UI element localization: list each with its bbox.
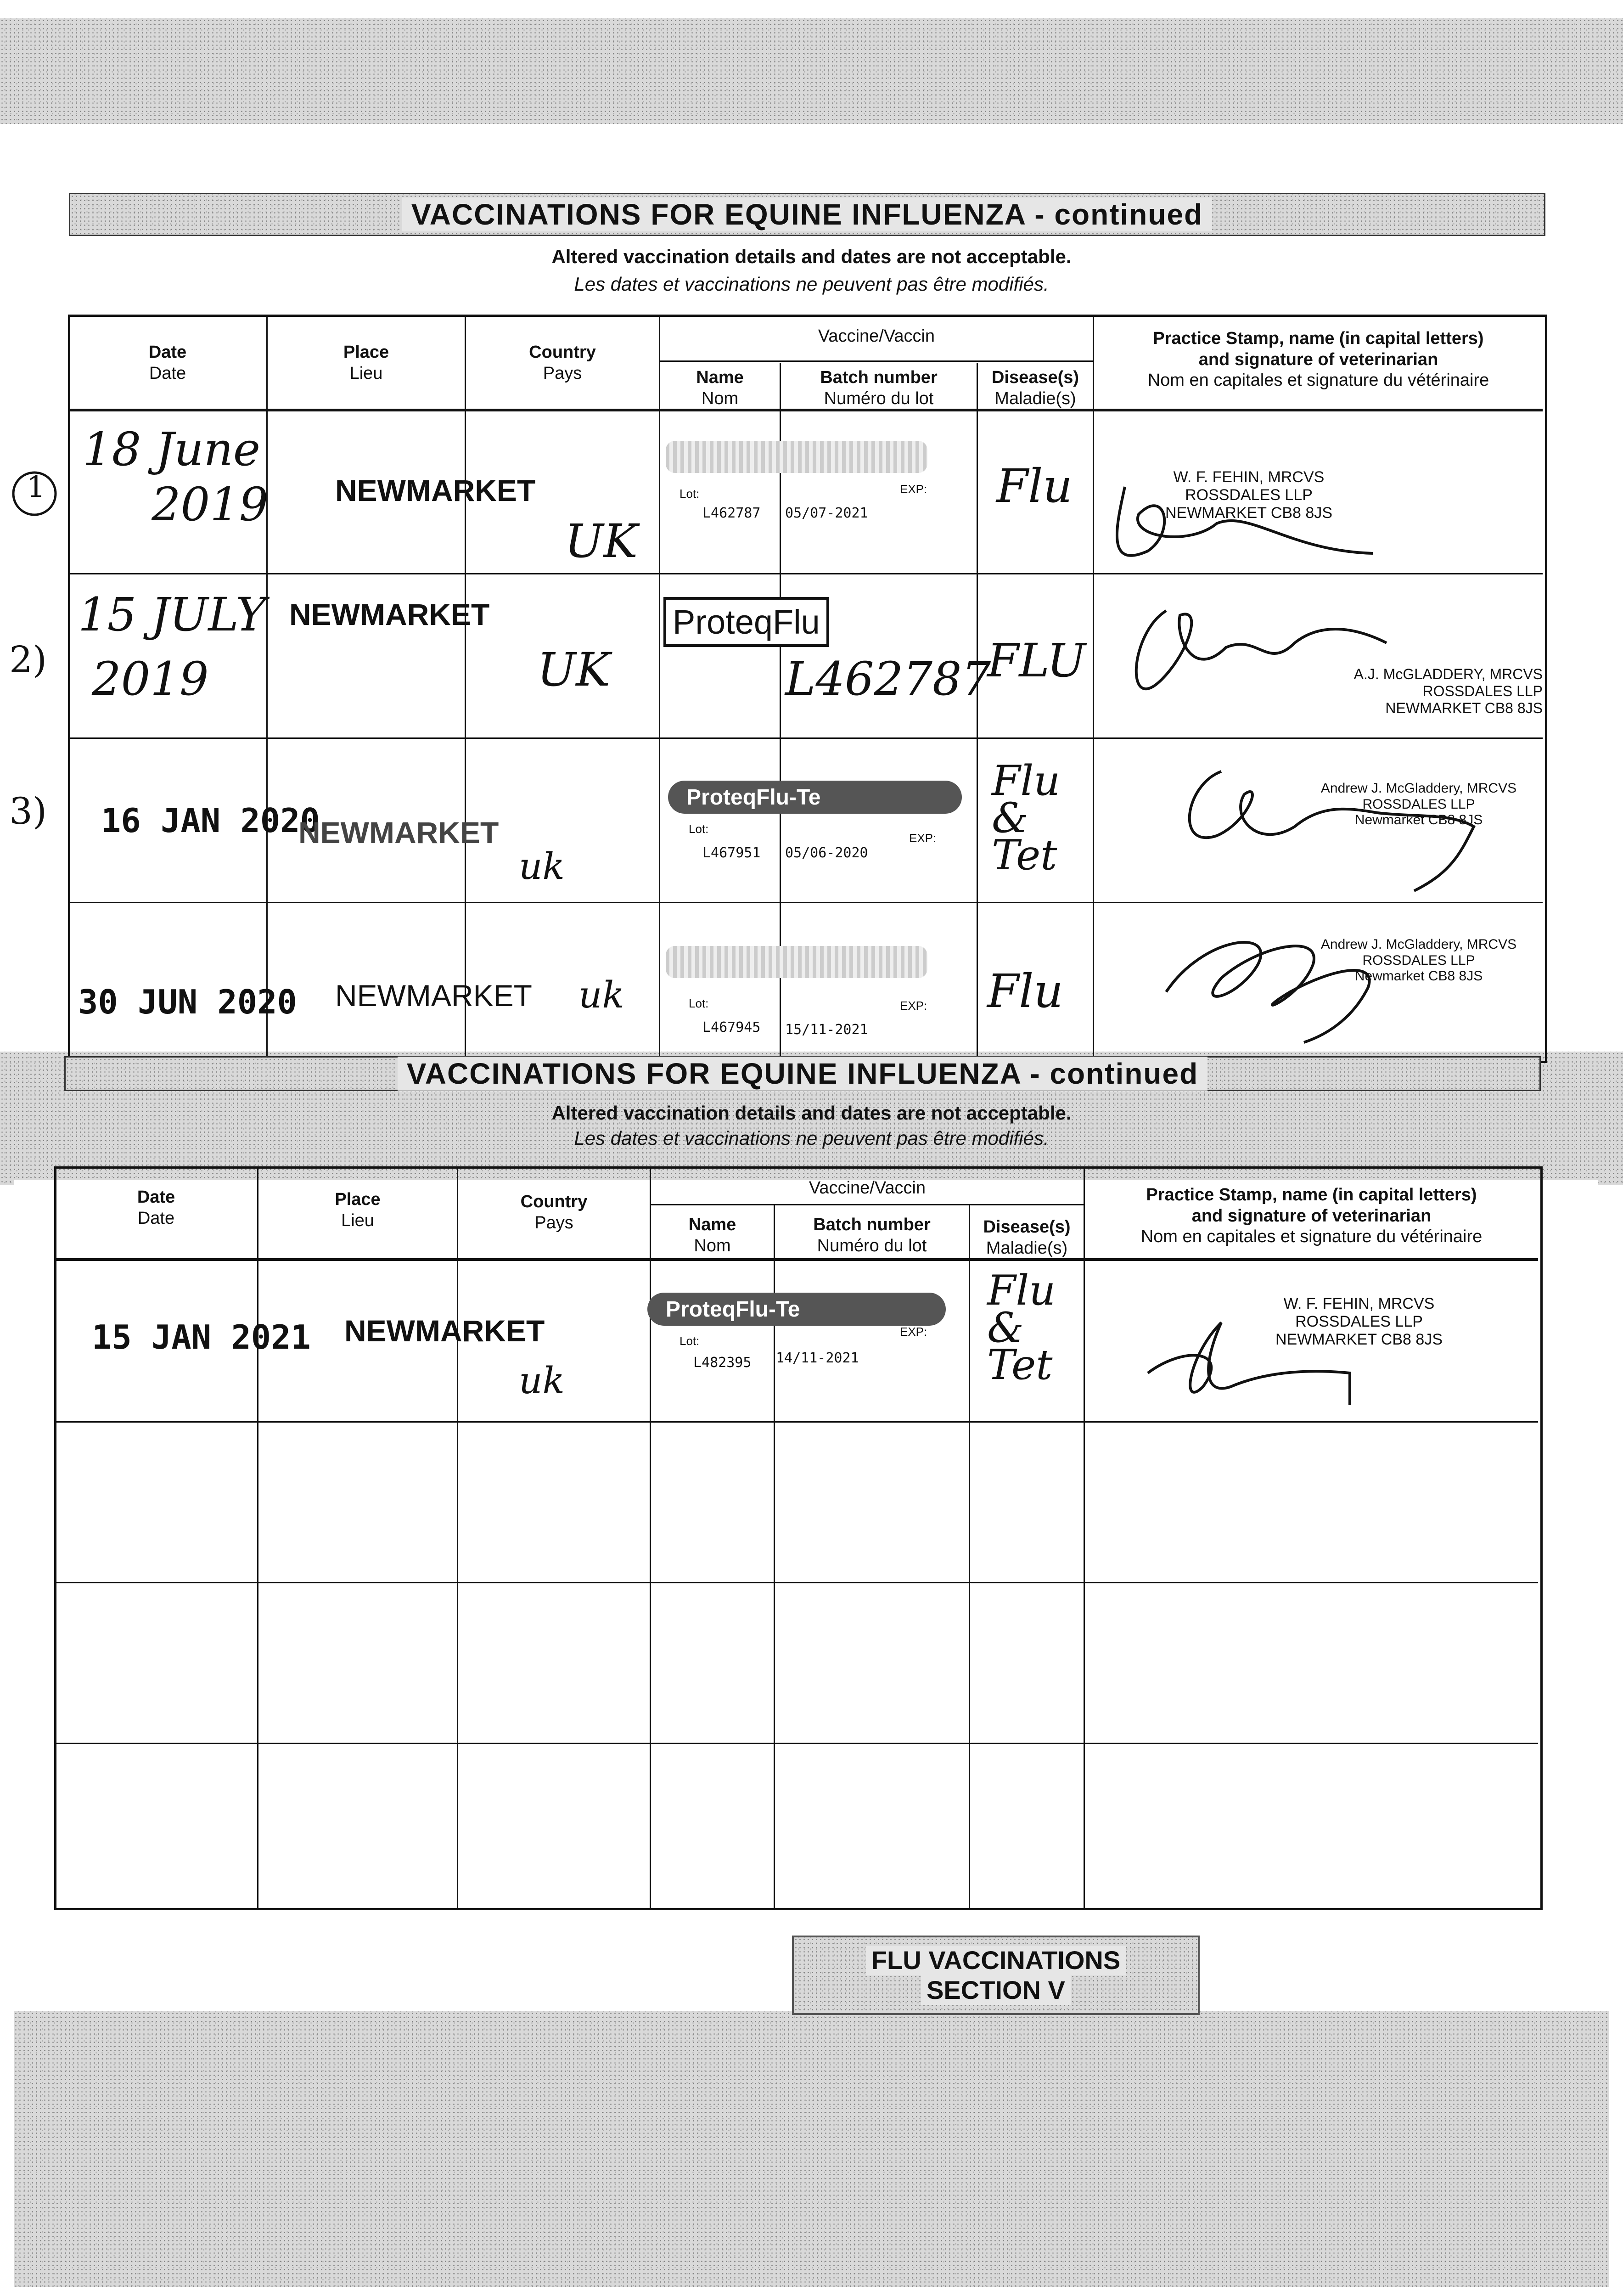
row-number-2: 2) xyxy=(9,638,47,681)
row5-place: NEWMARKET xyxy=(344,1314,545,1348)
row1-exp: 05/07-2021 xyxy=(785,505,868,521)
row3-vaccine-label: ProteqFlu-Te xyxy=(668,781,962,814)
vaccination-table-2 xyxy=(54,1166,1543,1910)
table1-row-line xyxy=(69,573,1543,574)
row4-lot-label: Lot: xyxy=(689,996,709,1010)
header-stamp: Practice Stamp, name (in capital letters) and signature of veterinarian Nom en capitales et signature du vétérinaire xyxy=(1147,329,1489,390)
row1-lot-label: Lot: xyxy=(680,487,700,501)
header-date: Date Date xyxy=(137,1187,175,1228)
table2-col-line xyxy=(1084,1169,1085,1908)
row1-disease: Flu xyxy=(996,459,1073,513)
header-stamp: Practice Stamp, name (in capital letters) and signature of veterinarian Nom en capitales et signature du vétérinaire xyxy=(1140,1185,1483,1247)
row5-exp: 14/11-2021 xyxy=(776,1350,859,1366)
row2-vaccine-name-stamp: ProteqFlu xyxy=(663,597,829,647)
row5-exp-label: EXP: xyxy=(900,1325,927,1339)
row-number-1: 1 xyxy=(9,468,60,528)
section2-notice-fr: Les dates et vaccinations ne peuvent pas être modifiés. xyxy=(574,1127,1049,1149)
header-vaccine: Vaccine/Vaccin xyxy=(809,1178,926,1198)
footer-line1: FLU VACCINATIONS xyxy=(866,1946,1126,1975)
table1-col-line xyxy=(977,363,978,1061)
table2-row-line xyxy=(650,1204,1084,1205)
section1-notice-fr: Les dates et vaccinations ne peuvent pas être modifiés. xyxy=(574,273,1049,295)
table2-row-line xyxy=(55,1421,1538,1423)
row5-vaccine-label: ProteqFlu-Te xyxy=(647,1293,946,1326)
row1-lot: L462787 xyxy=(702,505,761,521)
section1-notice-en: Altered vaccination details and dates are not acceptable. xyxy=(551,246,1072,267)
header-disease: Disease(s) Maladie(s) xyxy=(991,368,1079,408)
section2-notice-en: Altered vaccination details and dates are not acceptable. xyxy=(551,1102,1072,1124)
footer-line2: SECTION V xyxy=(921,1975,1071,2005)
header-date: Date Date xyxy=(148,343,187,383)
table2-row-line xyxy=(55,1743,1538,1744)
table1-row-line xyxy=(69,737,1543,739)
header-place: Place Lieu xyxy=(343,343,389,383)
row3-exp: 05/06-2020 xyxy=(785,845,868,861)
header-name: Name Nom xyxy=(696,368,744,408)
row3-place: NEWMARKET xyxy=(298,816,499,850)
header-batch: Batch number Numéro du lot xyxy=(820,368,938,408)
row3-lot: L467951 xyxy=(702,845,761,861)
row2-disease: FLU xyxy=(987,634,1086,687)
header-place: Place Lieu xyxy=(335,1190,381,1230)
row5-lot: L482395 xyxy=(693,1355,752,1371)
row-number-3: 3) xyxy=(9,790,47,833)
table2-header-line xyxy=(55,1258,1538,1261)
row1-date-line2: 2019 xyxy=(152,478,269,531)
table2-row-line xyxy=(55,1582,1538,1583)
table2-col-line xyxy=(257,1169,258,1908)
header-name: Name Nom xyxy=(688,1215,736,1255)
row4-vaccine-label-redacted xyxy=(666,946,927,978)
row4-disease: Flu xyxy=(987,964,1063,1018)
section-footer-box xyxy=(792,1936,1200,2015)
row3-disease: Flu & Tet xyxy=(992,757,1061,879)
row4-exp: 15/11-2021 xyxy=(785,1022,868,1038)
row3-vet-stamp: Andrew J. McGladdery, MRCVS ROSSDALES LLP Newmarket CB8 8JS xyxy=(1320,781,1517,827)
row3-lot-label: Lot: xyxy=(689,822,709,836)
row4-date: 30 JUN 2020 xyxy=(78,983,297,1021)
table2-col-line xyxy=(969,1205,970,1908)
row4-country: uk xyxy=(578,974,624,1016)
table1-row-line xyxy=(69,902,1543,903)
header-country: Country Pays xyxy=(529,343,596,383)
table1-row-line xyxy=(659,360,1093,362)
row3-date: 16 JAN 2020 xyxy=(101,801,320,840)
row1-vet-stamp: W. F. FEHIN, MRCVS ROSSDALES LLP NEWMARKET CB8 8JS xyxy=(1165,468,1332,522)
table1-col-line xyxy=(659,317,660,1061)
header-country: Country Pays xyxy=(520,1192,588,1232)
scan-shadow-bottom xyxy=(14,2011,1609,2287)
row1-country: UK xyxy=(565,514,638,568)
row2-date-line2: 2019 xyxy=(92,652,209,706)
row2-vet-stamp: A.J. McGLADDERY, MRCVS ROSSDALES LLP NEWMARKET CB8 8JS xyxy=(1353,666,1543,716)
row5-country: uk xyxy=(519,1359,565,1402)
row5-lot-label: Lot: xyxy=(680,1334,700,1348)
row2-date-line1: 15 JULY xyxy=(78,588,266,642)
table2-col-line xyxy=(457,1169,458,1908)
row1-date-line1: 18 June xyxy=(83,422,261,476)
row5-disease: Flu & Tet xyxy=(987,1266,1056,1389)
table2-col-line xyxy=(650,1169,651,1908)
row3-country: uk xyxy=(519,845,565,888)
header-batch: Batch number Numéro du lot xyxy=(813,1215,931,1255)
row1-place: NEWMARKET xyxy=(335,473,536,507)
row2-batch: L462787 xyxy=(785,652,991,706)
section2-title: VACCINATIONS FOR EQUINE INFLUENZA - continued xyxy=(64,1056,1541,1091)
table1-col-line xyxy=(1093,317,1094,1061)
row1-exp-label: EXP: xyxy=(900,482,927,496)
row1-vaccine-label-redacted xyxy=(666,441,927,473)
row3-exp-label: EXP: xyxy=(909,831,937,845)
row4-place: NEWMARKET xyxy=(335,979,532,1013)
row5-date: 15 JAN 2021 xyxy=(92,1318,311,1356)
row4-exp-label: EXP: xyxy=(900,999,927,1013)
row2-place: NEWMARKET xyxy=(289,597,490,631)
scan-shadow-top xyxy=(0,18,1623,124)
row4-lot: L467945 xyxy=(702,1019,761,1035)
section1-title: VACCINATIONS FOR EQUINE INFLUENZA - continued xyxy=(69,193,1545,236)
header-vaccine: Vaccine/Vaccin xyxy=(818,326,935,346)
table1-col-line xyxy=(465,317,466,1061)
table1-col-line xyxy=(266,317,268,1061)
row4-vet-stamp: Andrew J. McGladdery, MRCVS ROSSDALES LLP Newmarket CB8 8JS xyxy=(1320,937,1517,984)
row2-country: UK xyxy=(537,643,610,697)
row5-vet-stamp: W. F. FEHIN, MRCVS ROSSDALES LLP NEWMARKET CB8 8JS xyxy=(1275,1295,1443,1349)
header-disease: Disease(s) Maladie(s) xyxy=(983,1217,1071,1258)
